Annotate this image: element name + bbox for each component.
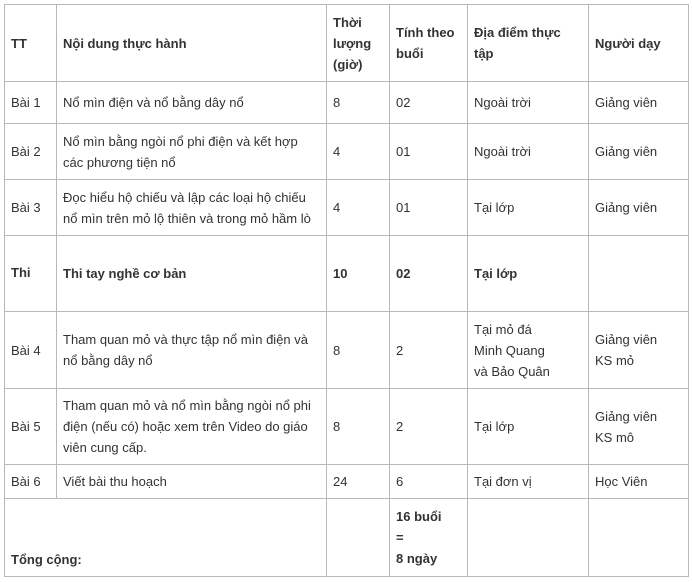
- cell-content: Nổ mìn bằng ngòi nổ phi điện và kết hợp các phương tiện nổ: [57, 124, 327, 180]
- cell-tt: Thi: [5, 236, 57, 312]
- cell-tt: Bài 4: [5, 312, 57, 389]
- total-duration-empty: [327, 499, 390, 577]
- cell-duration: 8: [327, 82, 390, 124]
- cell-sessions: 01: [390, 180, 468, 236]
- table-header-row: [5, 5, 689, 82]
- cell-tt: Bài 3: [5, 180, 57, 236]
- cell-sessions: 01: [390, 124, 468, 180]
- cell-duration: 10: [327, 236, 390, 312]
- cell-location: Tại lớp: [468, 180, 589, 236]
- header-teacher: Người dạy: [589, 5, 689, 82]
- cell-location: Tại lớp: [468, 236, 589, 312]
- cell-tt: Bài 1: [5, 82, 57, 124]
- cell-content: Thi tay nghề cơ bản: [57, 236, 327, 312]
- table-row: [5, 389, 689, 465]
- cell-duration: 24: [327, 465, 390, 499]
- table-row: [5, 465, 689, 499]
- table-row: [5, 312, 689, 389]
- cell-sessions: 6: [390, 465, 468, 499]
- cell-tt: Bài 6: [5, 465, 57, 499]
- cell-location: Tại lớp: [468, 389, 589, 465]
- table-row: [5, 82, 689, 124]
- header-content: Nội dung thực hành: [57, 5, 327, 82]
- cell-location: Tại mỏ đá Minh Quang và Bảo Quân: [468, 312, 589, 389]
- cell-sessions: 02: [390, 236, 468, 312]
- total-sessions: 16 buổi = 8 ngày: [390, 499, 468, 577]
- table-row-exam: [5, 236, 689, 312]
- total-label: Tổng cộng:: [5, 499, 327, 577]
- total-teacher-empty: [589, 499, 689, 577]
- cell-duration: 8: [327, 389, 390, 465]
- cell-sessions: 02: [390, 82, 468, 124]
- header-sessions: Tính theo buổi: [390, 5, 468, 82]
- cell-teacher: Giảng viên: [589, 124, 689, 180]
- header-duration: Thời lượng (giờ): [327, 5, 390, 82]
- practice-schedule-table: [4, 4, 689, 577]
- cell-duration: 4: [327, 124, 390, 180]
- cell-duration: 8: [327, 312, 390, 389]
- cell-location: Ngoài trời: [468, 82, 589, 124]
- table-row-total: [5, 499, 689, 577]
- table-row: [5, 180, 689, 236]
- total-location-empty: [468, 499, 589, 577]
- cell-content: Tham quan mỏ và nổ mìn bằng ngòi nổ phi điện (nếu có) hoặc xem trên Video do giáo viên cung cấp.: [57, 389, 327, 465]
- cell-teacher: Giảng viên: [589, 180, 689, 236]
- cell-teacher: Giảng viên: [589, 82, 689, 124]
- cell-tt: Bài 5: [5, 389, 57, 465]
- cell-teacher: [589, 236, 689, 312]
- cell-location: Ngoài trời: [468, 124, 589, 180]
- cell-duration: 4: [327, 180, 390, 236]
- cell-content: Viết bài thu hoạch: [57, 465, 327, 499]
- header-tt: TT: [5, 5, 57, 82]
- table-row: [5, 124, 689, 180]
- cell-content: Đọc hiểu hộ chiếu và lập các loại hộ chiếu nổ mìn trên mỏ lộ thiên và trong mỏ hầm lò: [57, 180, 327, 236]
- cell-tt: Bài 2: [5, 124, 57, 180]
- cell-teacher: Giảng viên KS mỏ: [589, 312, 689, 389]
- cell-sessions: 2: [390, 312, 468, 389]
- header-location: Địa điểm thực tập: [468, 5, 589, 82]
- cell-sessions: 2: [390, 389, 468, 465]
- cell-content: Nổ mìn điện và nổ bằng dây nổ: [57, 82, 327, 124]
- cell-teacher: Giảng viên KS mô: [589, 389, 689, 465]
- cell-location: Tại đơn vị: [468, 465, 589, 499]
- cell-content: Tham quan mỏ và thực tập nổ mìn điện và nổ bằng dây nổ: [57, 312, 327, 389]
- cell-teacher: Học Viên: [589, 465, 689, 499]
